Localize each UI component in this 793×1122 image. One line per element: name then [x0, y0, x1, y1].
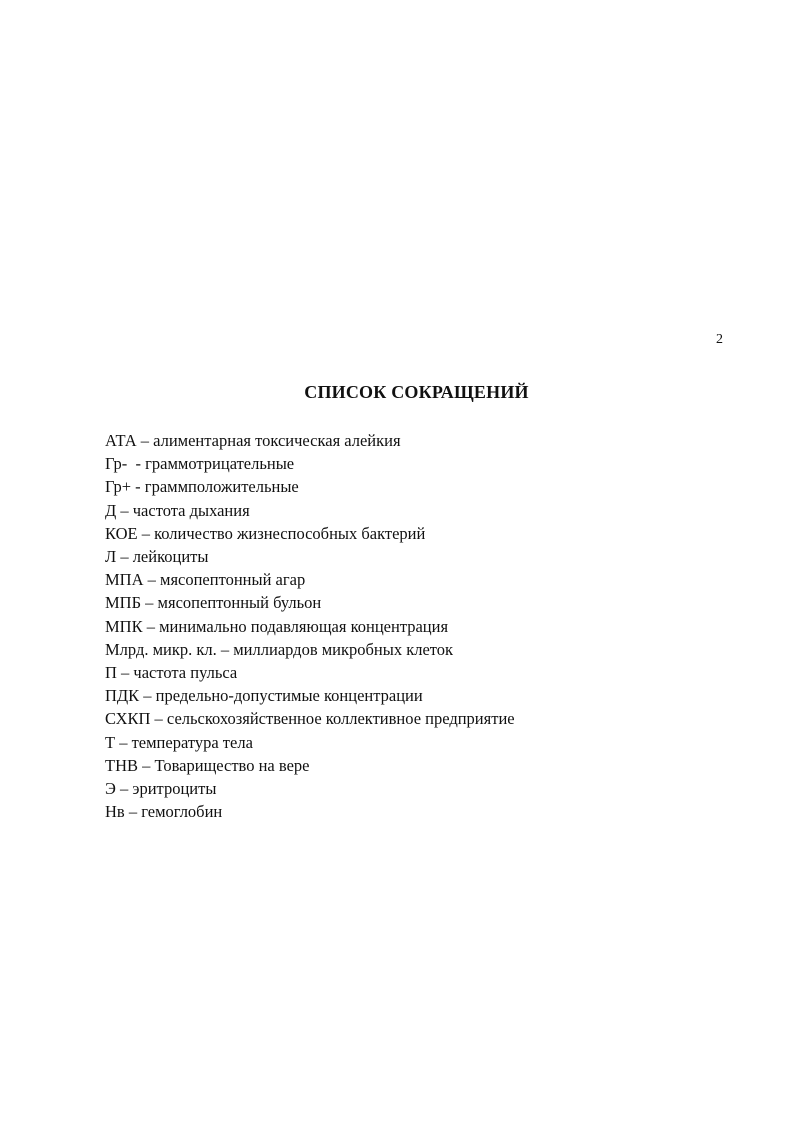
abbreviation-item: МПА – мясопептонный агар	[105, 570, 306, 590]
abbreviation-item: СХКП – сельскохозяйственное коллективное предприятие	[105, 709, 515, 729]
abbreviation-item: Гр+ - граммположительные	[105, 477, 299, 497]
abbreviation-item: Гр- - граммотрицательные	[105, 454, 295, 474]
abbreviation-item: П – частота пульса	[105, 663, 238, 683]
abbreviation-item: АТА – алиментарная токсическая алейкия	[105, 431, 401, 450]
abbreviation-list	[105, 429, 515, 823]
abbreviation-item: ПДК – предельно-допустимые концентрации	[105, 686, 423, 706]
page-number: 2	[716, 332, 723, 347]
abbreviation-item: Млрд. микр. кл. – миллиардов микробных клеток	[105, 639, 454, 659]
page-title: СПИСОК СОКРАЩЕНИЙ	[304, 382, 529, 402]
abbreviation-item: Т – температура тела	[105, 732, 253, 752]
abbreviation-item: МПК – минимально подавляющая концентрация	[105, 616, 449, 636]
abbreviation-item: ТНВ – Товарищество на вере	[105, 755, 310, 775]
abbreviation-item: Нв – гемоглобин	[105, 802, 223, 822]
abbreviation-item: МПБ – мясопептонный бульон	[105, 593, 322, 613]
abbreviation-item: КОЕ – количество жизнеспособных бактерий	[105, 523, 426, 543]
abbreviation-item: Л – лейкоциты	[105, 547, 209, 567]
abbreviation-item: Э – эритроциты	[105, 779, 217, 799]
abbreviation-item: Д – частота дыхания	[105, 500, 250, 520]
